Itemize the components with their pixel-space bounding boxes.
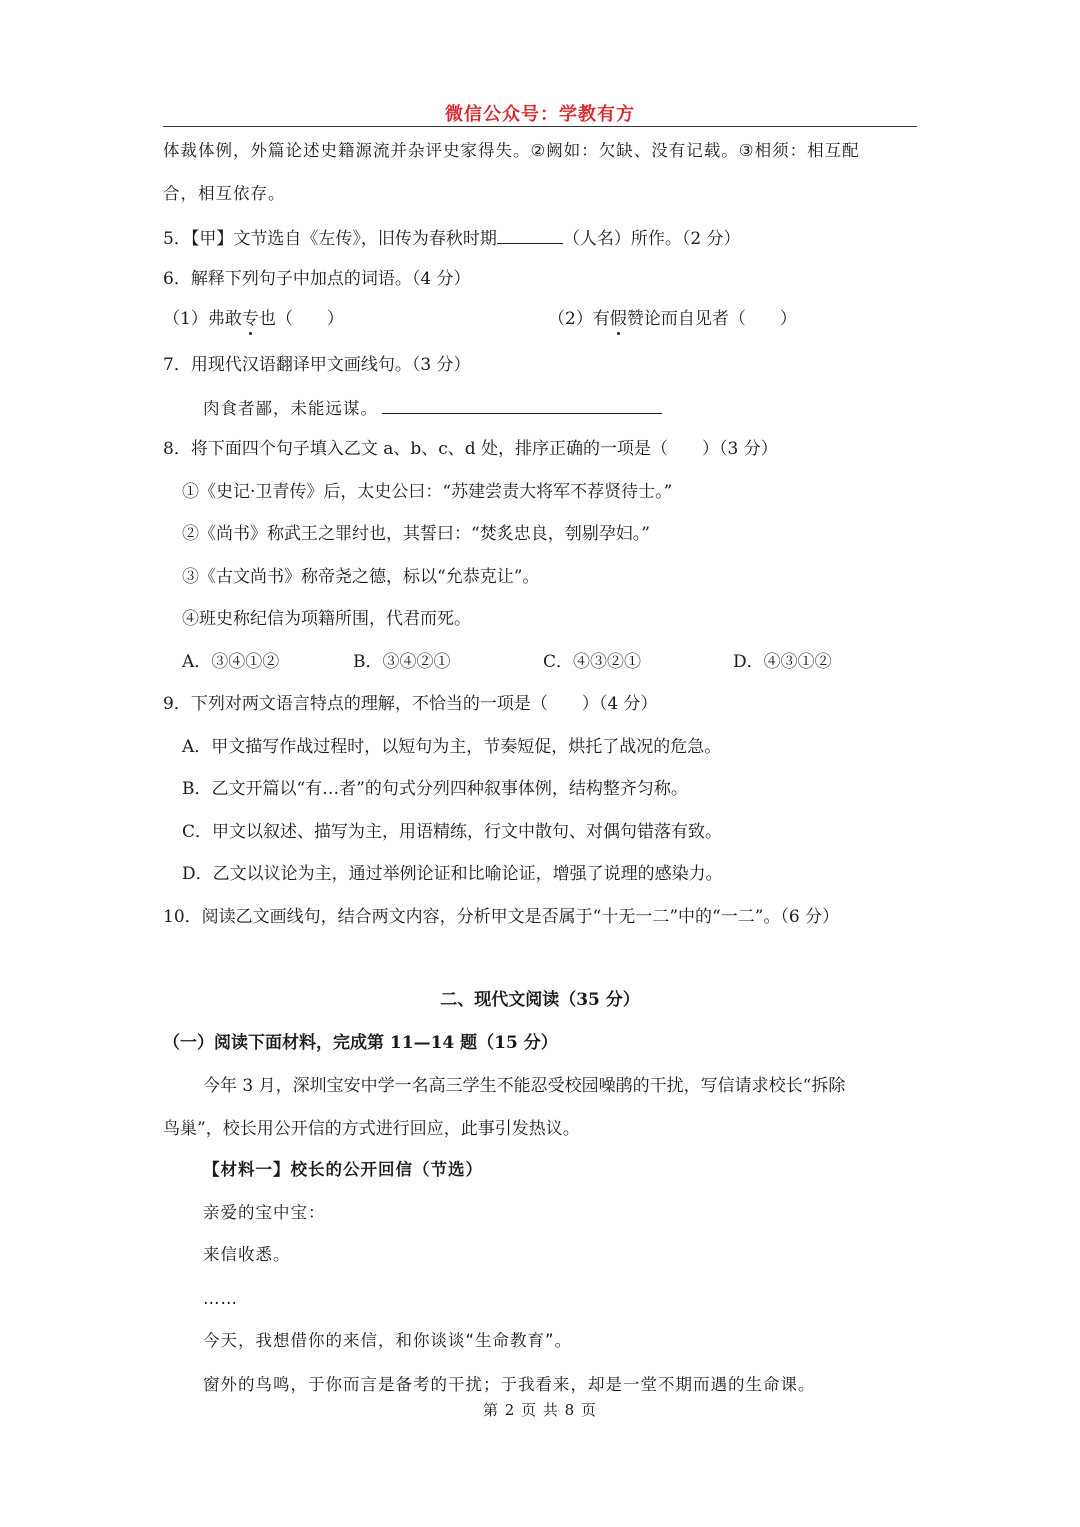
letter-line: 来信收悉。 [203,1245,291,1264]
question-9-option-a: A．甲文描写作战过程时，以短句为主，节奏短促，烘托了战况的危急。 [182,737,722,757]
question-8: 8．将下面四个句子填入乙文 a、b、c、d 处，排序正确的一项是（ ）（3 分） [163,439,778,459]
question-9: 9．下列对两文语言特点的理解，不恰当的一项是（ ）（4 分） [163,694,658,714]
question-8-option-d: D．④③①② [733,652,832,672]
answer-blank [497,225,563,244]
question-9-option-d: D．乙文以议论为主，通过举例论证和比喻论证，增强了说理的感染力。 [182,864,723,884]
question-7-sentence [203,395,662,421]
header-title: 微信公众号：学教有方 [445,104,635,125]
question-8-sentence-4: ④班史称纪信为项籍所围，代君而死。 [182,609,471,629]
dotted-word: 专 [241,309,259,329]
question-8-sentence-1: ①《史记·卫青传》后，太史公曰：“苏建尝责大将军不荐贤待士。” [182,482,673,502]
question-6-item-1 [163,307,344,331]
question-8-option-b: B．③④②① [353,652,451,672]
subsection-title: （一）阅读下面材料，完成第 11—14 题（15 分） [163,1033,558,1053]
passage-line-1: 今年 3 月，深圳宝安中学一名高三学生不能忍受校园噪鹃的干扰，写信请求校长“拆除 [203,1076,846,1096]
question-6-item-2-tail: 赞论而自见者（ ） [626,309,797,329]
page-number: 第 2 页 共 8 页 [483,1401,597,1419]
question-5 [163,225,741,251]
question-5-text: 5．【甲】文节选自《左传》，旧传为春秋时期 [163,229,497,249]
letter-greeting: 亲爱的宝中宝： [203,1203,326,1222]
letter-line: 今天，我想借你的来信，和你谈谈“生命教育”。 [203,1331,573,1350]
section-title: 二、现代文阅读（35 分） [440,990,640,1010]
question-9-option-b: B．乙文开篇以“有…者”的句式分列四种叙事体例，结构整齐匀称。 [182,779,688,799]
question-6-item-2-text: （2）有 [548,309,610,329]
dotted-word: 假 [609,309,627,329]
material-title: 【材料一】校长的公开回信（节选） [203,1160,483,1179]
note-line-1: 体裁体例，外篇论述史籍源流并杂评史家得失。②阙如：欠缺、没有记载。③相须：相互配 [163,141,860,160]
question-6-item-1-text: （1）弗敢 [163,309,242,329]
letter-line: 窗外的鸟鸣，于你而言是备考的干扰；于我看来，却是一堂不期而遇的生命课。 [203,1375,816,1394]
question-9-option-c: C．甲文以叙述、描写为主，用语精练，行文中散句、对偶句错落有致。 [182,822,723,842]
question-10: 10．阅读乙文画线句，结合两文内容，分析甲文是否属于“十无一二”中的“一二”。（6 分） [163,907,840,927]
answer-blank [382,395,662,414]
header-divider [163,126,917,127]
question-8-option-a: A．③④①② [182,652,280,672]
question-8-sentence-3: ③《古文尚书》称帝尧之德，标以“允恭克让”。 [182,567,540,587]
question-8-sentence-2: ②《尚书》称武王之罪纣也，其誓曰：“焚炙忠良，刳剔孕妇。” [182,524,650,544]
question-7: 7．用现代汉语翻译甲文画线句。（3 分） [163,355,471,375]
question-7-sentence-text: 肉食者鄙，未能远谋。 [203,399,378,418]
question-8-option-c: C．④③②① [543,652,642,672]
passage-line-2: 鸟巢”，校长用公开信的方式进行回应，此事引发热议。 [163,1119,580,1139]
question-5-text-tail: （人名）所作。（2 分） [562,229,741,249]
note-line-2: 合，相互依存。 [163,184,286,203]
question-6-item-1-tail: 也（ ） [258,309,344,329]
question-6-item-2 [548,307,797,331]
question-6: 6．解释下列句子中加点的词语。（4 分） [163,269,471,289]
letter-ellipsis: …… [203,1289,238,1308]
